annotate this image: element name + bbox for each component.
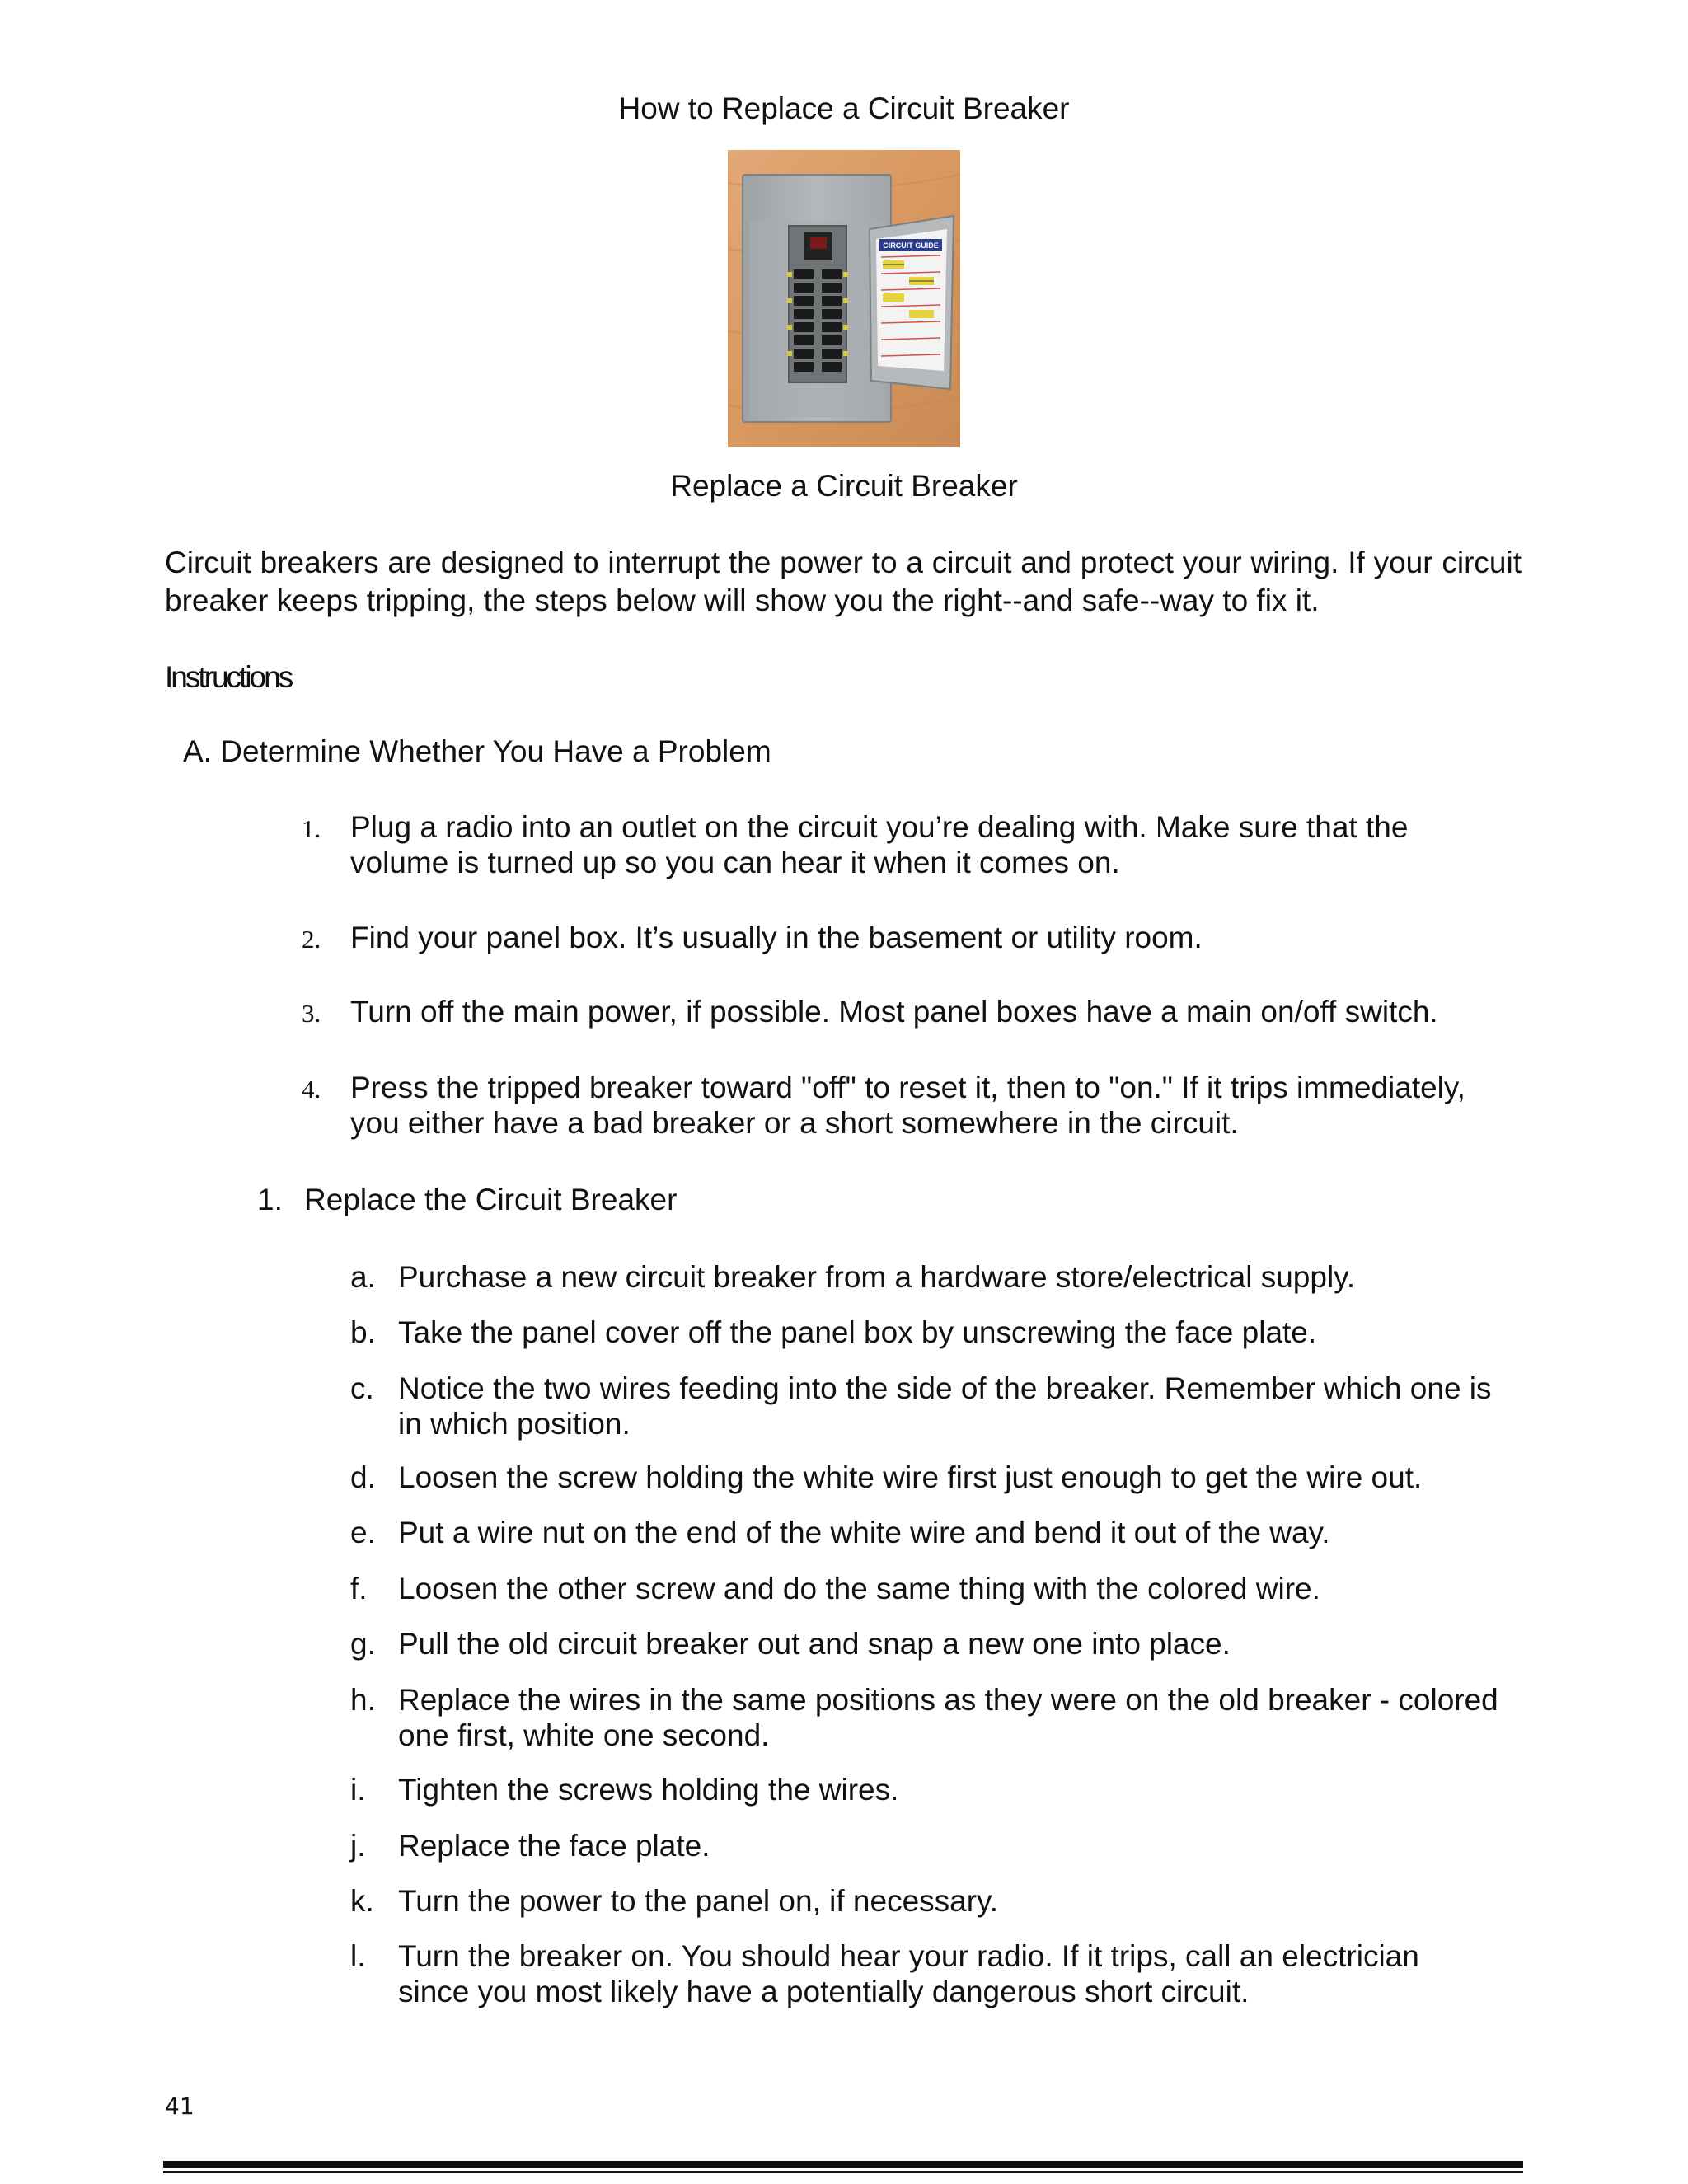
- step-text-line: Press the tripped breaker toward "off" to reset it, then to "on." If it trips immediately,: [350, 1071, 1465, 1104]
- step-letter: i.: [350, 1773, 366, 1807]
- step-letter: l.: [350, 1939, 366, 1973]
- step-text-line: Take the panel cover off the panel box by unscrewing the face plate.: [398, 1315, 1317, 1349]
- page-number: 41: [165, 2093, 195, 2120]
- step-text-line: Loosen the other screw and do the same thing with the colored wire.: [398, 1572, 1320, 1605]
- footer-rule: [163, 2171, 1523, 2173]
- step-number: 2.: [302, 925, 321, 954]
- step-text-line: Turn the breaker on. You should hear your radio. If it trips, call an electrician: [398, 1939, 1419, 1973]
- circuit-breaker-panel-photo: [728, 150, 960, 447]
- step-text-line: in which position.: [398, 1407, 631, 1441]
- step-letter: b.: [350, 1315, 376, 1349]
- step-letter: g.: [350, 1627, 376, 1661]
- step-text-line: you either have a bad breaker or a short somewhere in the circuit.: [350, 1106, 1239, 1140]
- footer-rule: [163, 2161, 1523, 2168]
- step-letter: j.: [350, 1829, 366, 1863]
- intro-paragraph: Circuit breakers are designed to interrupt the power to a circuit and protect your wiring. If your circuit breaker keeps tripping, the steps below will show you the right--and safe--way to fix it.: [165, 546, 1522, 617]
- step-text-line: Pull the old circuit breaker out and snap a new one into place.: [398, 1627, 1231, 1661]
- step-text-line: Tighten the screws holding the wires.: [398, 1773, 899, 1807]
- step-letter: a.: [350, 1260, 376, 1294]
- step-number: 4.: [302, 1075, 321, 1104]
- section-a-heading: A. Determine Whether You Have a Problem: [183, 734, 771, 768]
- instructions-heading: Instructions: [165, 660, 292, 694]
- step-letter: d.: [350, 1460, 376, 1494]
- step-text-line: volume is turned up so you can hear it when it comes on.: [350, 846, 1120, 879]
- step-letter: k.: [350, 1884, 374, 1918]
- step-text-line: Loosen the screw holding the white wire first just enough to get the wire out.: [398, 1460, 1423, 1494]
- step-text-line: Find your panel box. It’s usually in the basement or utility room.: [350, 921, 1203, 954]
- step-text-line: Turn off the main power, if possible. Most panel boxes have a main on/off switch.: [350, 995, 1438, 1029]
- step-text-line: Replace the wires in the same positions as they were on the old breaker - colored: [398, 1683, 1498, 1717]
- step-text-line: Put a wire nut on the end of the white wire and bend it out of the way.: [398, 1516, 1330, 1549]
- step-text-line: Plug a radio into an outlet on the circuit you’re dealing with. Make sure that the: [350, 810, 1409, 844]
- image-caption: Replace a Circuit Breaker: [670, 469, 1018, 503]
- step-text-line: Purchase a new circuit breaker from a hardware store/electrical supply.: [398, 1260, 1356, 1294]
- step-text-line: since you most likely have a potentially dangerous short circuit.: [398, 1975, 1250, 2008]
- page-title: How to Replace a Circuit Breaker: [618, 91, 1070, 125]
- section-number: 1.: [257, 1183, 283, 1216]
- step-text-line: Turn the power to the panel on, if necessary.: [398, 1884, 999, 1918]
- step-letter: h.: [350, 1683, 376, 1717]
- step-text-line: Replace the face plate.: [398, 1829, 710, 1863]
- section-title: Replace the Circuit Breaker: [304, 1183, 678, 1216]
- step-letter: c.: [350, 1371, 374, 1405]
- step-number: 3.: [302, 999, 321, 1028]
- section-1-heading: [257, 1180, 677, 1220]
- step-text-line: one first, white one second.: [398, 1718, 770, 1752]
- step-letter: e.: [350, 1516, 376, 1549]
- step-text-line: Notice the two wires feeding into the side of the breaker. Remember which one is: [398, 1371, 1492, 1405]
- step-letter: f.: [350, 1572, 368, 1605]
- panel-label-text: CIRCUIT GUIDE: [883, 241, 939, 250]
- step-number: 1.: [302, 814, 321, 843]
